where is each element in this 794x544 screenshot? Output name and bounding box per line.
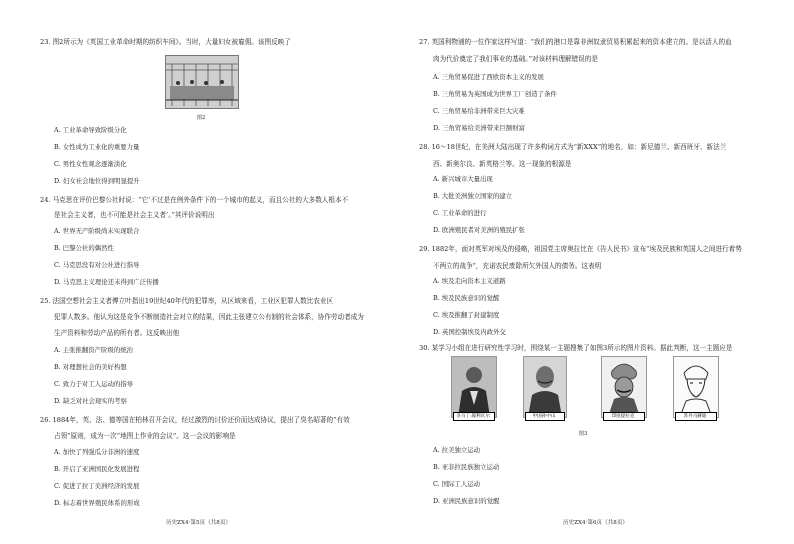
- q28-option-c[interactable]: C. 工业革命的进行: [433, 209, 487, 217]
- q26-option-c[interactable]: C. 促进了拉丁美洲经济的发展: [54, 482, 140, 490]
- q26-option-b[interactable]: B. 开启了亚洲国民化发展进程: [54, 465, 140, 473]
- question-26-stem-line1: 26. 1884年，英、法、德等国在柏林召开会议，经过激烈的讨价还价而达成协议，提出了臭名昭著的“有效: [40, 416, 350, 424]
- q30-option-c[interactable]: C. 国际工人运动: [433, 480, 481, 488]
- q23-option-a[interactable]: A. 工业革命导致阶级分化: [54, 126, 127, 134]
- portrait-1-label: 圣马丁·玻利瓦尔: [456, 414, 490, 419]
- q28-option-d[interactable]: D. 欧洲殖民者对美洲的殖民扩张: [433, 226, 526, 234]
- question-29-stem-line2: 不两立的战争”，充诺农民废除所欠外国人的债务。这表明: [433, 262, 602, 270]
- portrait-4-label: 苏丹马赫迪: [683, 414, 707, 419]
- textile-workshop-figure: [165, 55, 239, 109]
- portrait-4-figure: [674, 357, 718, 417]
- q23-option-c[interactable]: C. 男性女性观念逐渐淡化: [54, 160, 127, 168]
- portrait-1-figure: [452, 357, 496, 417]
- question-30-stem: 30. 某学习小组在进行研究性学习时，围绕某一主题搜集了如图3所示的图片资料。据此判断，这一主题应是: [419, 344, 733, 352]
- portrait-1-image: [451, 356, 497, 418]
- q28-option-b[interactable]: B. 大批美洲独立国家的建立: [433, 192, 513, 200]
- right-page-footer: 历史ZX4·第6页（共8页）: [562, 520, 629, 526]
- question-27-stem-line2: 肉为代价奠定了我们事业的基础。”对该材料理解错误的是: [433, 55, 598, 63]
- question-25-stem-line1: 25. 法国空想社会主义者傅立叶指出19世纪40年代的犯罪率，从区域来看，工业区犯罪人数比农业区: [40, 297, 334, 305]
- q30-option-a[interactable]: A. 拉美独立运动: [433, 446, 481, 454]
- left-page-footer: 历史ZX4·第5页（共8页）: [165, 520, 232, 526]
- q23-option-b[interactable]: B. 女性成为工业化的重要力量: [54, 143, 140, 151]
- textile-workshop-illustration: [166, 56, 238, 108]
- question-28-stem-line1: 28. 16～18世纪，在美洲大陆出现了许多构词方式为“新XXX”的地名，如：新尼德兰、新西班牙、新法兰: [419, 143, 727, 151]
- q25-option-d[interactable]: D. 缺乏对社会现实的考察: [54, 397, 127, 405]
- question-29-stem-line1: 29. 1882年，面对英军对埃及的侵略，祖国党主席奥拉比在《告人民书》宣布“埃及民族和英国人之间进行着势: [419, 245, 742, 253]
- question-27-stem-line1: 27. 英国利物浦的一位作家这样写道：“我们的港口是靠非洲奴隶贸易积累起来的资本建立的。是以活人的血: [419, 38, 732, 46]
- portrait-2-label: 中国孙中山: [532, 414, 556, 419]
- q24-option-c[interactable]: C. 马克思没有对公社进行指导: [54, 261, 140, 269]
- question-25-stem-line3: 生产资料和劳动产品的所有者。这反映出他: [54, 329, 180, 337]
- portrait-2-image: [523, 356, 567, 418]
- q24-option-a[interactable]: A. 世界无产阶级尚未实现联合: [54, 227, 140, 235]
- portrait-3-figure: [602, 357, 646, 417]
- portrait-3-image: [601, 356, 647, 418]
- q27-option-d[interactable]: D. 三角贸易给美洲带来巨额财富: [433, 124, 526, 132]
- portrait-4-image: [673, 356, 719, 418]
- q29-option-c[interactable]: C. 埃及推翻了封建制度: [433, 311, 500, 319]
- q27-option-a[interactable]: A. 三角贸易促进了西欧资本主义的发展: [433, 73, 544, 81]
- right-page: [397, 0, 794, 544]
- q25-option-a[interactable]: A. 主张推翻资产阶级的统治: [54, 346, 133, 354]
- q29-option-b[interactable]: B. 埃及民族意识的觉醒: [433, 294, 500, 302]
- q29-option-a[interactable]: A. 埃及走向资本主义道路: [433, 277, 506, 285]
- q29-option-d[interactable]: D. 英国控制埃及内政外交: [433, 328, 506, 336]
- q27-option-c[interactable]: C. 三角贸易给非洲带来巨大灾难: [433, 107, 525, 115]
- figure-3-caption: 图3: [578, 431, 588, 437]
- question-23-stem: 23. 图2所示为《英国工业革命时期的纺织车间》。当时，大量妇女被雇佣。该图反映了: [40, 38, 291, 46]
- question-28-stem-line2: 西、新奥尔良、新英格兰等。这一现象的根源是: [433, 160, 572, 168]
- question-25-stem-line2: 犯罪人数多。他认为这是竞争不断制造社会对立的结果，因此主张建立公有制的社会体系，协作劳动者成为: [54, 313, 364, 321]
- q30-option-b[interactable]: B. 亚非拉民族独立运动: [433, 463, 500, 471]
- q25-option-b[interactable]: B. 对理想社会的美好构想: [54, 363, 127, 371]
- portrait-3-label: 印度提拉克: [611, 414, 635, 419]
- question-26-stem-line2: 占领”原则，成为一次“地图上作业的会议”。这一会议的影响是: [54, 432, 236, 440]
- question-24-stem-line2: 是社会主义者，也不可能是社会主义者’。”其评价说明出: [54, 211, 215, 219]
- portrait-2-figure: [524, 357, 566, 417]
- question-24-stem-line1: 24. 马克思在评价巴黎公社时说：“它‘不过是在例外条件下的一个城市的起义，而且公社的大多数人根本不: [40, 196, 349, 204]
- q24-option-d[interactable]: D. 马克思主义理论还未得到广泛传播: [54, 278, 159, 286]
- q27-option-b[interactable]: B. 三角贸易为英国成为世界工厂创造了条件: [433, 90, 557, 98]
- q30-option-d[interactable]: D. 亚洲民族意识的觉醒: [433, 497, 500, 505]
- q23-option-d[interactable]: D. 妇女社会地位得到明显提升: [54, 177, 140, 185]
- q28-option-a[interactable]: A. 新兴城市大量出现: [433, 175, 493, 183]
- q26-option-d[interactable]: D. 标志着世界殖民体系的形成: [54, 499, 140, 507]
- q26-option-a[interactable]: A. 加快了列强瓜分非洲的速度: [54, 448, 140, 456]
- q24-option-b[interactable]: B. 巴黎公社的偶然性: [54, 244, 114, 252]
- q25-option-c[interactable]: C. 致力于对工人运动的指导: [54, 380, 134, 388]
- figure-2-caption: 图2: [196, 115, 206, 121]
